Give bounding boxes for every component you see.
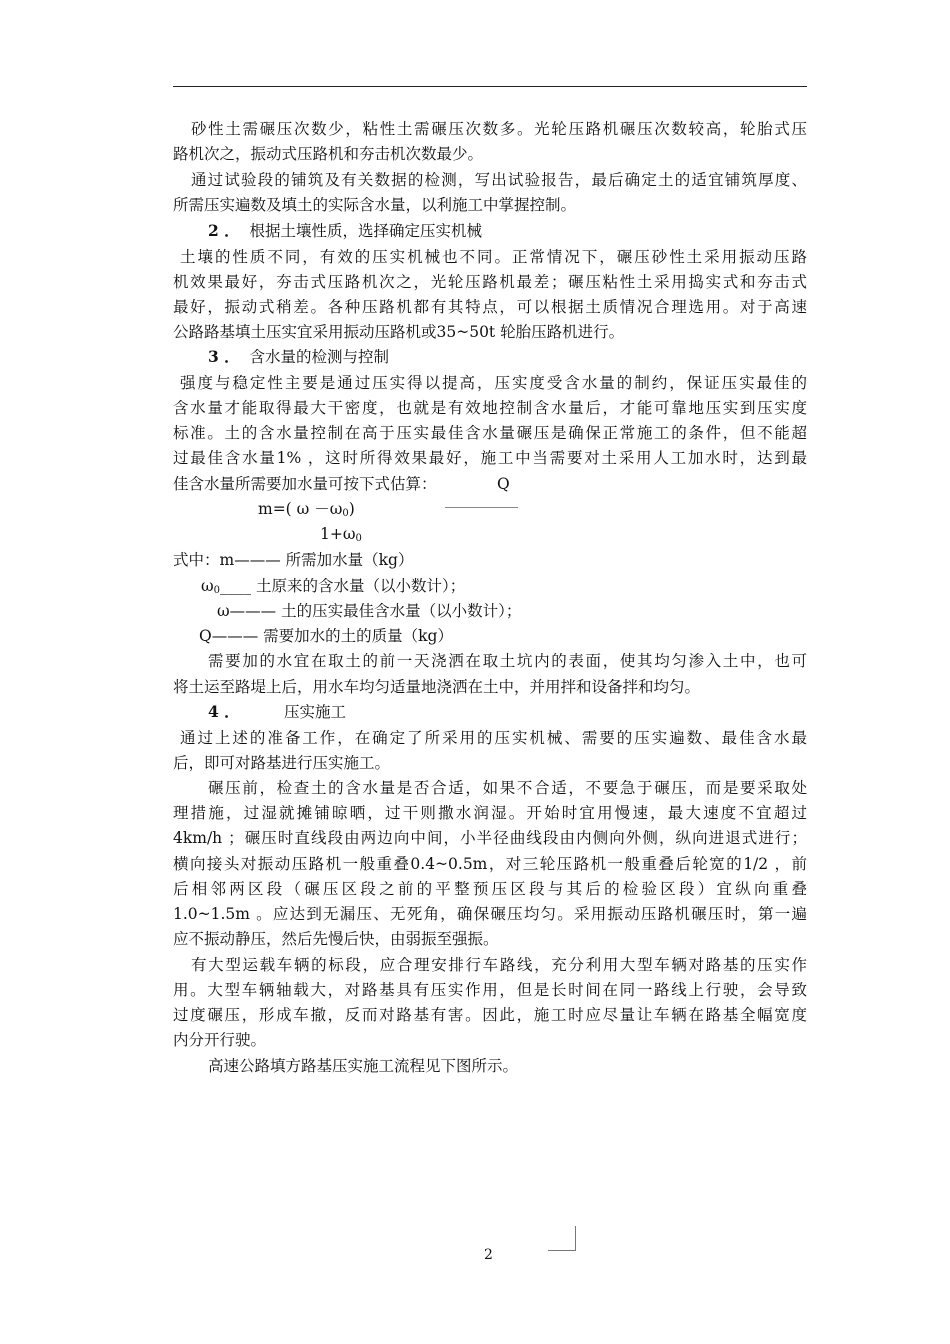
page-number: 2 [484, 1247, 493, 1263]
para-line: 标准。土的含水量控制在高于压实最佳含水量碾压是确保正常施工的条件，但不能超 [173, 424, 807, 442]
para-line: 内分开行驶。 [173, 1031, 267, 1049]
definition-w: ω——— 土的压实最佳含水量（以小数计）； [217, 602, 522, 620]
para-line: 横向接头对振动压路机一般重叠0.4~0.5m，对三轮压路机一般重叠后轮宽的1/2 ，前 [173, 855, 807, 873]
para-line: 强度与稳定性主要是通过压实得以提高，压实度受含水量的制约，保证压实最佳的 [180, 374, 807, 392]
para-line: 过度碾压，形成车撤，反而对路基有害。因此，施工时应尽量让车辆在路基全幅宽度 [173, 1006, 807, 1024]
definition-q: Q——— 需要加水的土的质量（kg） [199, 627, 453, 645]
para-line: 碾压前，检查土的含水量是否合适，如果不合适，不要急于碾压，而是要采取处 [208, 779, 807, 797]
para-line: 应不振动静压，然后先慢后快，由弱振至强振。 [173, 930, 499, 948]
section-heading-3 [208, 345, 389, 369]
para-line: 砂性土需碾压次数少，粘性土需碾压次数多。光轮压路机碾压次数较高，轮胎式压 [191, 120, 807, 138]
para-line: 4km/h ；碾压时直线段由两边向中间，小半径曲线段由内侧向外侧，纵向进退式进行； [173, 829, 807, 847]
formula-q: Q [497, 475, 510, 493]
para-line: 通过试验段的铺筑及有关数据的检测，写出试验报告，最后确定土的适宜铺筑厚度、 [191, 171, 807, 189]
page-corner-mark [575, 1226, 576, 1250]
para-line: 后相邻两区段（碾压区段之前的平整预压区段与其后的检验区段）宜纵向重叠 [173, 880, 807, 898]
para-line: 过最佳含水量1% ，这时所得效果最好，施工中当需要对土采用人工加水时，达到最 [173, 449, 807, 467]
heading-text: 压实施工 [284, 703, 347, 721]
para-line: 用。大型车辆轴载大，对路基具有压实作用，但是长时间在同一路线上行驶，会导致 [173, 981, 807, 999]
heading-number: 3 ． [208, 347, 240, 366]
para-line: 高速公路填方路基压实施工流程见下图所示。 [208, 1057, 519, 1075]
para-line: 机效果最好，夯击式压路机次之，光轮压路机最差；碾压粘性土采用捣实式和夯击式 [173, 273, 807, 291]
heading-text: 含水量的检测与控制 [249, 348, 390, 366]
para-line: 后，即可对路基进行压实施工。 [173, 754, 391, 772]
fraction-bar [445, 507, 518, 508]
heading-number: 4 ． [208, 702, 240, 721]
heading-text: 根据土壤性质，选择确定压实机械 [249, 222, 483, 240]
para-line: 公路路基填土压实宜采用振动压路机或35~50t 轮胎压路机进行。 [173, 323, 625, 341]
para-line: 土壤的性质不同，有效的压实机械也不同。正常情况下，碾压砂性土采用振动压路 [180, 248, 807, 266]
para-line: 路机次之，振动式压路机和夯击机次数最少。 [173, 145, 484, 163]
header-rule [173, 86, 807, 87]
section-heading-2 [208, 219, 482, 243]
heading-number: 2 ． [208, 221, 240, 240]
para-line: 通过上述的准备工作，在确定了所采用的压实机械、需要的压实遍数、最佳含水最 [180, 729, 807, 747]
formula-numerator: m=( $\omega -\omega_0$) [258, 500, 355, 519]
para-line: 理措施，过湿就摊铺晾晒，过干则撒水润湿。开始时宜用慢速，最大速度不宜超过 [173, 804, 807, 822]
para-line: 有大型运载车辆的标段，应合理安排行车路线，充分利用大型车辆对路基的压实作 [191, 956, 807, 974]
para-line: 佳含水量所需要加水量可按下式估算： [173, 475, 437, 493]
para-line: 将土运至路堤上后，用水车均匀适量地浇洒在土中，并用拌和设备拌和均匀。 [173, 678, 701, 696]
definition-w0: $\omega_0\_\_\_\_$ 土原来的含水量（以小数计）； [201, 577, 466, 596]
para-line: 含水量才能取得最大干密度，也就是有效地控制含水量后，才能可靠地压实到压实度 [173, 399, 807, 417]
para-line: 所需压实遍数及填土的实际含水量，以利施工中掌握控制。 [173, 196, 577, 214]
section-heading-4 [208, 700, 346, 724]
para-line: 需要加的水宜在取土的前一天浇洒在取土坑内的表面，使其均匀渗入土中，也可 [208, 652, 807, 670]
definition-m: 式中：m——— 所需加水量（kg） [173, 551, 414, 569]
page-corner-mark [548, 1250, 576, 1251]
para-line: 1.0~1.5m 。应达到无漏压、无死角，确保碾压均匀。采用振动压路机碾压时，第一遍 [173, 905, 807, 923]
para-line: 最好，振动式稍差。各种压路机都有其特点，可以根据土质情况合理选用。对于高速 [173, 298, 807, 316]
formula-denominator: $1+\omega_0$ [320, 525, 362, 544]
